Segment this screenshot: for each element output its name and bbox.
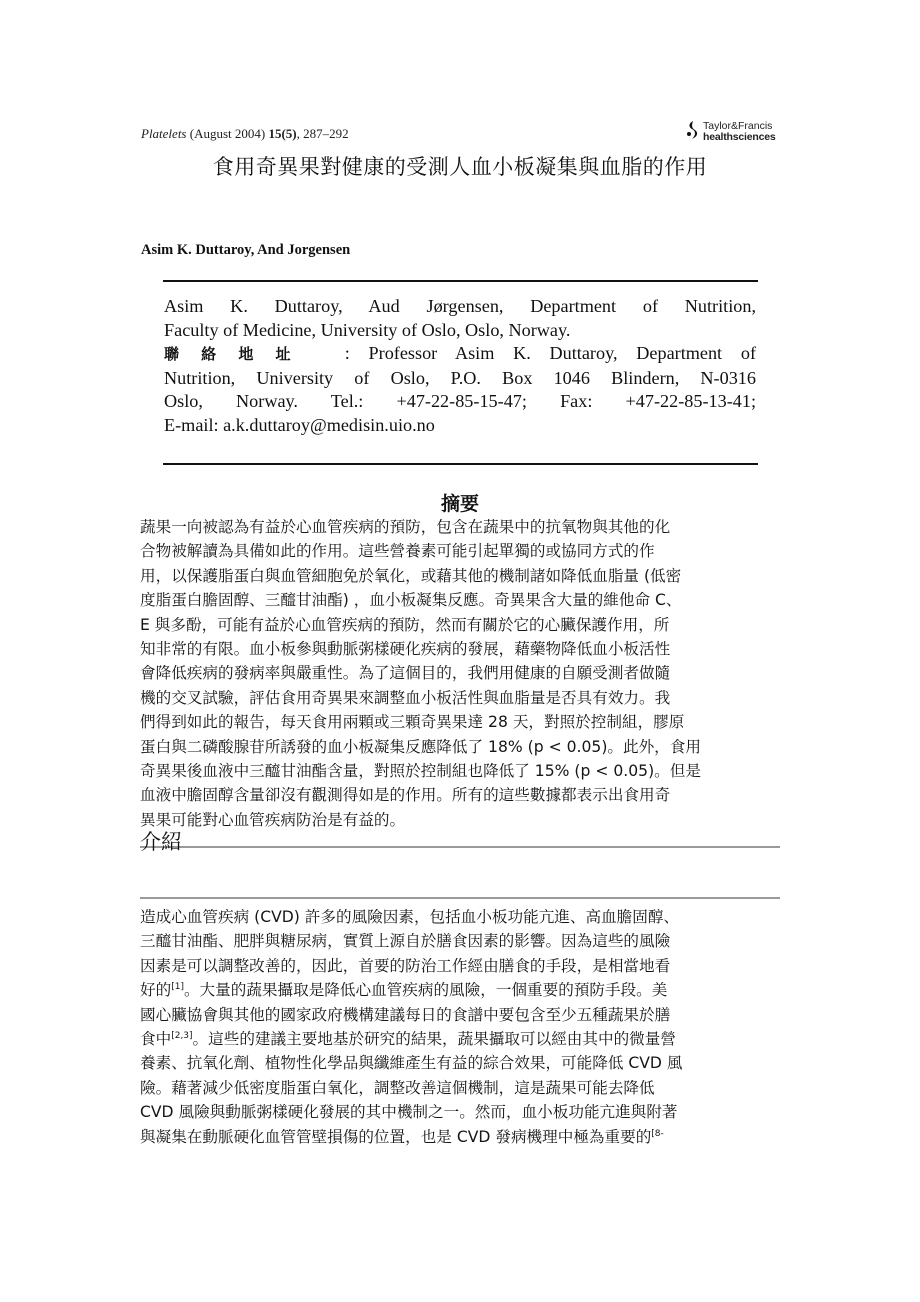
intro-line: 養素、抗氧化劑、植物性化學品與纖維產生有益的綜合效果，可能降低 CVD 風: [140, 1054, 683, 1073]
intro-line: CVD 風險與動脈粥樣硬化發展的其中機制之一。然而，血小板功能亢進與附著: [140, 1103, 678, 1122]
section-rule: [140, 846, 780, 848]
intro-line: 造成心血管疾病 (CVD) 許多的風險因素，包括血小板功能亢進、高血膽固醇、: [140, 908, 680, 926]
intro-line: 險。藉著減少低密度脂蛋白氧化，調整改善這個機制，這是蔬果可能去降低: [140, 1078, 655, 1097]
contact-label: 聯絡地址: [164, 345, 313, 364]
paper-title: 食用奇異果對健康的受測人血小板凝集與血脂的作用: [212, 155, 708, 179]
abstract-line: 蔬果一向被認為有益於心血管疾病的預防，包含在蔬果中的抗氧物與其他的化: [140, 518, 671, 536]
journal-pages: , 287–292: [296, 126, 349, 141]
abstract-line: 用，以保護脂蛋白與血管細胞免於氧化，或藉其他的機制諸如降低血脂量 (低密: [140, 566, 682, 585]
abstract-line: 血液中膽固醇含量卻沒有觀測得如是的作用。所有的這些數據都表示出食用奇: [140, 786, 671, 805]
publisher-division: healthsciences: [703, 131, 776, 143]
citation-ref[interactable]: [2,3]: [171, 1030, 193, 1041]
taylor-francis-logo-icon: [686, 120, 700, 144]
affiliation-line: Faculty of Medicine, University of Oslo, Oslo, Norway.: [164, 319, 571, 340]
section-rule: [140, 897, 780, 899]
abstract-line: E 與多酚，可能有益於心血管疾病的預防，然而有關於它的心臟保護作用，所: [140, 615, 670, 634]
intro-line: 三醯甘油酯、肥胖與糖尿病，實質上源自於膳食因素的影響。因為這些的風險: [140, 932, 671, 951]
abstract-line: 異果可能對心血管疾病防治是有益的。: [140, 810, 406, 829]
affiliation-line: Asim K. Duttaroy, Aud Jørgensen, Department of Nutrition,: [164, 296, 756, 316]
abstract-line: 奇異果後血液中三醯甘油酯含量，對照於控制組也降低了 15% (p < 0.05)。但是: [140, 762, 701, 781]
introduction-heading: 介紹: [140, 830, 182, 854]
journal-volume: 15(5): [268, 126, 297, 141]
top-divider: [163, 280, 758, 282]
abstract-heading: 摘要: [440, 493, 479, 515]
contact-line: Nutrition, University of Oslo, P.O. Box 1046 Blindern, N-0316: [164, 367, 756, 388]
contact-line: : Professor Asim K. Duttaroy, Department of: [344, 343, 756, 364]
authors: Asim K. Duttaroy, And Jorgensen: [141, 242, 351, 258]
publisher-name: Taylor&Francis: [703, 120, 773, 132]
citation-ref[interactable]: [1]: [171, 982, 184, 993]
intro-line: 國心臟協會與其他的國家政府機構建議每日的食譜中要包含至少五種蔬果於膳: [140, 1005, 671, 1024]
introduction-body: [140, 905, 776, 1149]
journal-citation: [141, 126, 349, 142]
abstract-line: 度脂蛋白膽固醇、三醯甘油酯) ，血小板凝集反應。奇異果含大量的維他命 C、: [140, 591, 682, 610]
intro-line: 因素是可以調整改善的，因此，首要的防治工作經由膳食的手段，是相當地看: [140, 956, 671, 975]
abstract-line: 會降低疾病的發病率與嚴重性。為了這個目的，我們用健康的自願受測者做隨: [140, 664, 671, 683]
abstract-line: 們得到如此的報告，每天食用兩顆或三顆奇異果達 28 天，對照於控制組，膠原: [140, 713, 685, 732]
abstract-line: 機的交叉試驗，評估食用奇異果來調整血小板活性與血脂量是否具有效力。我: [140, 688, 671, 707]
intro-text: 。大量的蔬果攝取是降低心血管疾病的風險，一個重要的預防手段。美: [183, 981, 668, 1000]
abstract-line: 知非常的有限。血小板參與動脈粥樣硬化疾病的發展，藉藥物降低血小板活性: [140, 640, 671, 659]
abstract-line: 蛋白與二磷酸腺苷所誘發的血小板凝集反應降低了 18% (p < 0.05)。此外，食用: [140, 737, 701, 756]
citation-ref[interactable]: [8-: [651, 1128, 664, 1139]
intro-text: 與凝集在動脈硬化血管管壁損傷的位置，也是 CVD 發病機理中極為重要的: [140, 1127, 652, 1146]
bottom-divider: [163, 463, 758, 465]
contact-email: E-mail: a.k.duttaroy@medisin.uio.no: [164, 414, 435, 435]
publisher-logo: [686, 120, 776, 144]
intro-text: 食中: [140, 1030, 172, 1049]
contact-line: Oslo, Norway. Tel.: +47-22-85-15-47; Fax: +47-22-85-13-41;: [164, 391, 756, 412]
journal-name: Platelets: [141, 126, 187, 141]
intro-text: 。這些的建議主要地基於研究的結果，蔬果攝取可以經由其中的微量營: [192, 1030, 676, 1049]
journal-date: (August 2004): [186, 126, 269, 141]
abstract-body: [140, 515, 776, 832]
affiliation-block: [164, 295, 756, 438]
intro-text: 好的: [140, 981, 172, 1000]
abstract-line: 合物被解讀為具備如此的作用。這些營養素可能引起單獨的或協同方式的作: [140, 542, 655, 561]
